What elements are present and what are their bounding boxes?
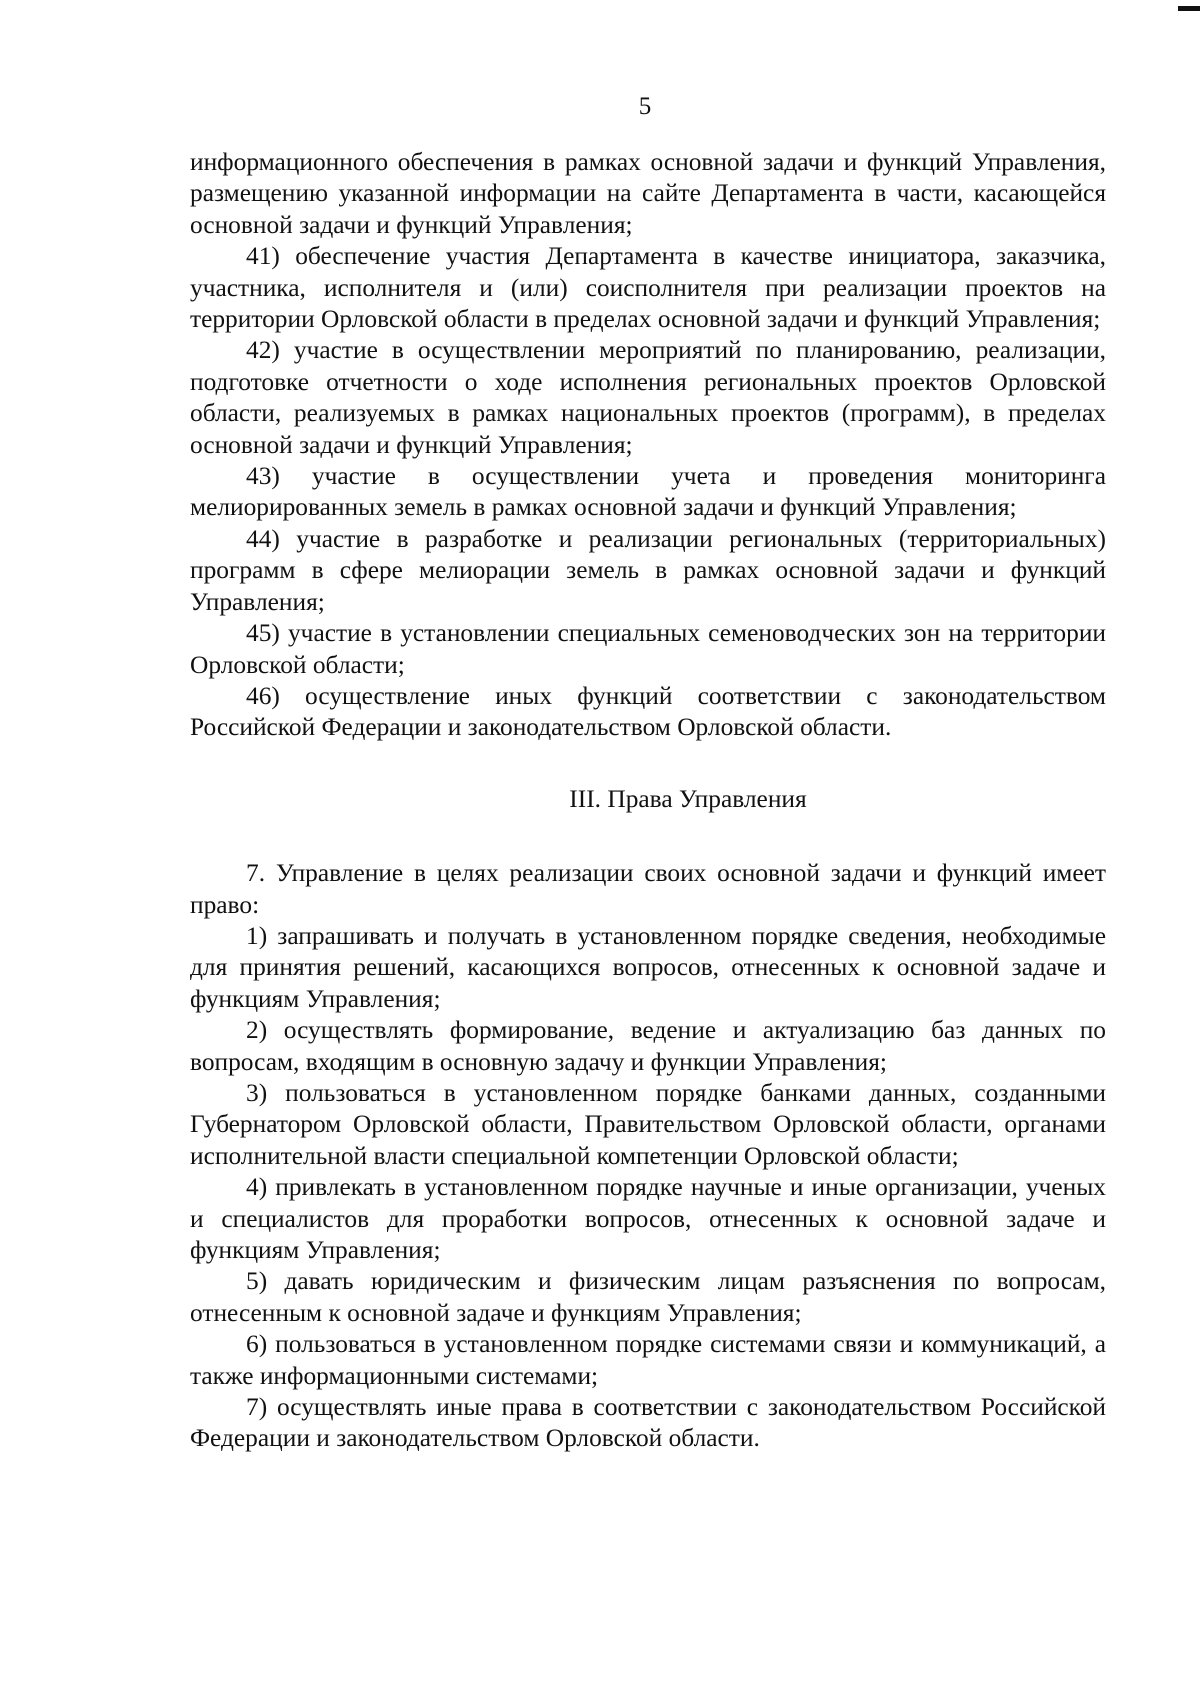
rights-item-2: 2) осуществлять формирование, ведение и актуализацию баз данных по вопросам, входящим в основную задачу и функции Управления; [190, 1016, 1106, 1076]
function-item-41: 41) обеспечение участия Департамента в качестве инициатора, заказчика, участника, исполнителя и (или) соисполнителя при реализации проектов на территории Орловской области в пределах основной задачи и функций Управления; [190, 242, 1106, 334]
document-body [190, 147, 1106, 1455]
function-item-42: 42) участие в осуществлении мероприятий по планированию, реализации, подготовке отчетности о ходе исполнения региональных проектов Орловской области, реализуемых в рамках национальных проектов (программ), в пределах основной задачи и функций Управления; [190, 336, 1106, 459]
rights-intro: 7. Управление в целях реализации своих основной задачи и функций имеет право: [190, 859, 1106, 919]
rights-item-1: 1) запрашивать и получать в установленном порядке сведения, необходимые для принятия решений, касающихся вопросов, отнесенных к основной задаче и функциям Управления; [190, 921, 1106, 1013]
function-item-45: 45) участие в установлении специальных семеноводческих зон на территории Орловской области; [190, 619, 1106, 679]
rights-item-3: 3) пользоваться в установленном порядке банками данных, созданными Губернатором Орловской области, Правительством Орловской области, органами исполнительной власти специальной компетенции Орловской области; [190, 1078, 1106, 1170]
rights-item-5: 5) давать юридическим и физическим лицам разъяснения по вопросам, отнесенным к основной задаче и функциям Управления; [190, 1267, 1106, 1327]
rights-item-7: 7) осуществлять иные права в соответствии с законодательством Российской Федерации и законодательством Орловской области. [190, 1393, 1106, 1453]
function-item-46: 46) осуществление иных функций соответствии с законодательством Российской Федерации и законодательством Орловской области. [190, 681, 1106, 742]
scan-edge-mark [1178, 6, 1200, 11]
rights-item-6: 6) пользоваться в установленном порядке системами связи и коммуникаций, а также информационными системами; [190, 1330, 1106, 1390]
section-heading: III. Права Управления [569, 784, 807, 813]
rights-item-4: 4) привлекать в установленном порядке научные и иные организации, ученых и специалистов для проработки вопросов, отнесенных к основной задаче и функциям Управления; [190, 1173, 1106, 1264]
page-number: 5 [638, 93, 652, 120]
function-item-44: 44) участие в разработке и реализации региональных (территориальных) программ в сфере мелиорации земель в рамках основной задачи и функций Управления; [190, 524, 1106, 616]
function-item-43: 43) участие в осуществлении учета и проведения мониторинга мелиорированных земель в рамках основной задачи и функций Управления; [190, 462, 1106, 522]
intro-continuation: информационного обеспечения в рамках основной задачи и функций Управления, размещению указанной информации на сайте Департамента в части, касающейся основной задачи и функций Управления; [190, 148, 1106, 239]
